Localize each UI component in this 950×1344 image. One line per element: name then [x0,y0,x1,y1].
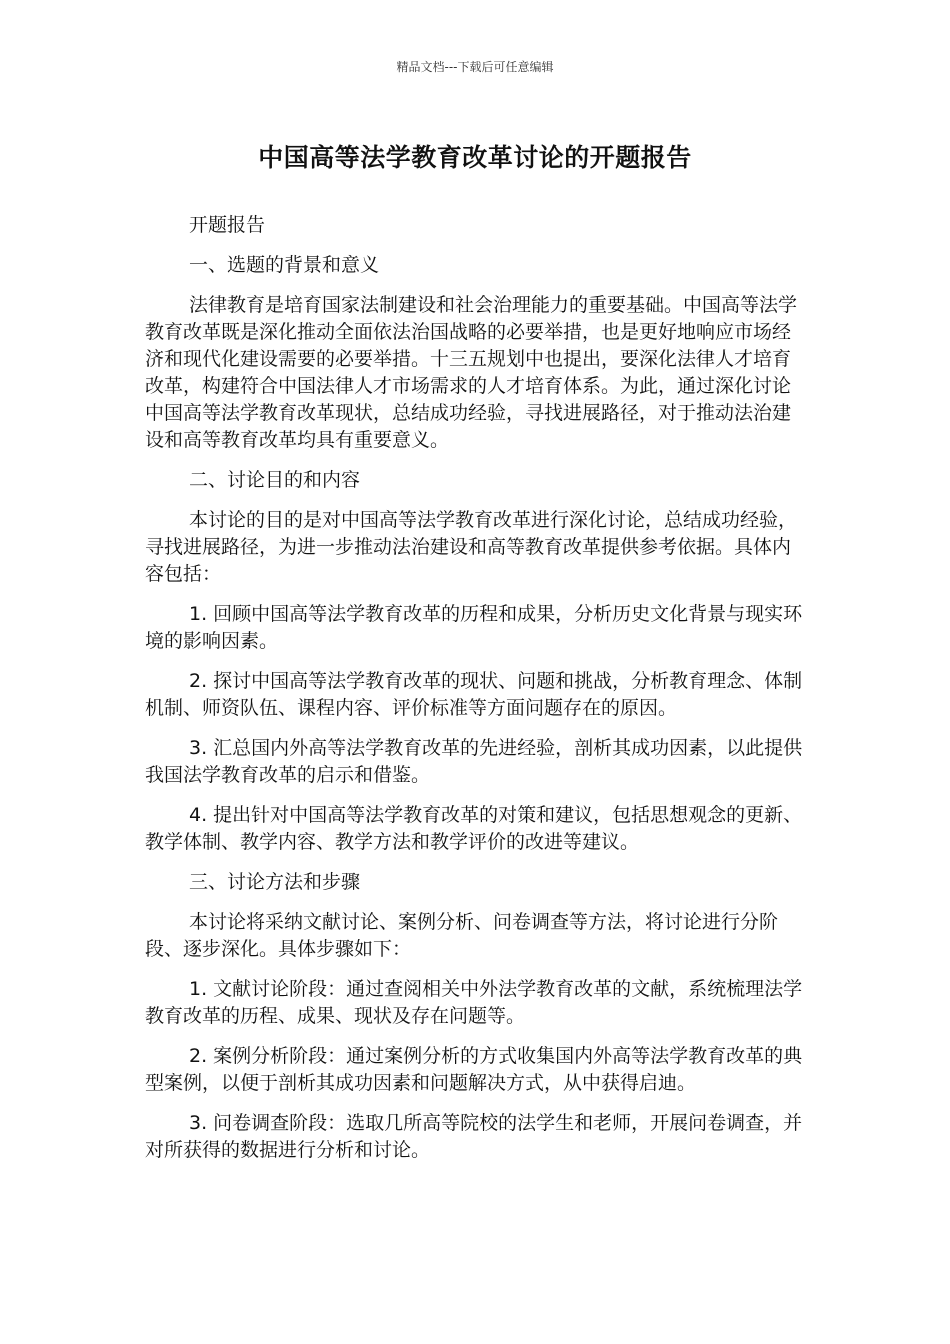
section-heading-purpose: 二、讨论目的和内容 [189,469,361,491]
step-item-3: 3. 问卷调查阶段：选取几所高等院校的法学生和老师，开展问卷调查，并对所获得的数据进行分析和讨论。 [145,1112,803,1161]
content-item-2: 2. 探讨中国高等法学教育改革的现状、问题和挑战，分析教育理念、体制机制、师资队伍、课程内容、评价标准等方面问题存在的原因。 [145,670,803,719]
paragraph-methods: 本讨论将采纳文献讨论、案例分析、问卷调查等方法，将讨论进行分阶段、逐步深化。具体步骤如下： [145,911,779,960]
document-title: 中国高等法学教育改革讨论的开题报告 [258,143,692,172]
section-heading-methods: 三、讨论方法和步骤 [189,871,361,893]
content-item-4: 4. 提出针对中国高等法学教育改革的对策和建议，包括思想观念的更新、教学体制、教学内容、教学方法和教学评价的改进等建议。 [145,804,803,853]
content-item-1: 1. 回顾中国高等法学教育改革的历程和成果，分析历史文化背景与现实环境的影响因素。 [145,603,803,652]
paragraph-background: 法律教育是培育国家法制建设和社会治理能力的重要基础。中国高等法学教育改革既是深化推动全面依法治国战略的必要举措，也是更好地响应市场经济和现代化建设需要的必要举措。十三五规划中也提出，要深化法律人才培育改革，构建符合中国法律人才市场需求的人才培育体系。为此，通过深化讨论中国高等法学教育改革现状，总结成功经验，寻找进展路径，对于推动法治建设和高等教育改革均具有重要意义。 [145,294,798,451]
content-item-3: 3. 汇总国内外高等法学教育改革的先进经验，剖析其成功因素，以此提供我国法学教育改革的启示和借鉴。 [145,737,803,786]
section-heading-background: 一、选题的背景和意义 [189,254,380,276]
step-item-1: 1. 文献讨论阶段：通过查阅相关中外法学教育改革的文献，系统梳理法学教育改革的历程、成果、现状及存在问题等。 [145,978,803,1027]
heading-report: 开题报告 [189,214,266,236]
paragraph-purpose: 本讨论的目的是对中国高等法学教育改革进行深化讨论，总结成功经验，寻找进展路径，为进一步推动法治建设和高等教育改革提供参考依据。具体内容包括： [145,509,798,585]
header-note: 精品文档---下载后可任意编辑 [396,60,554,74]
step-item-2: 2. 案例分析阶段：通过案例分析的方式收集国内外高等法学教育改革的典型案例，以便于剖析其成功因素和问题解决方式，从中获得启迪。 [145,1045,803,1094]
document-body [145,212,805,1177]
